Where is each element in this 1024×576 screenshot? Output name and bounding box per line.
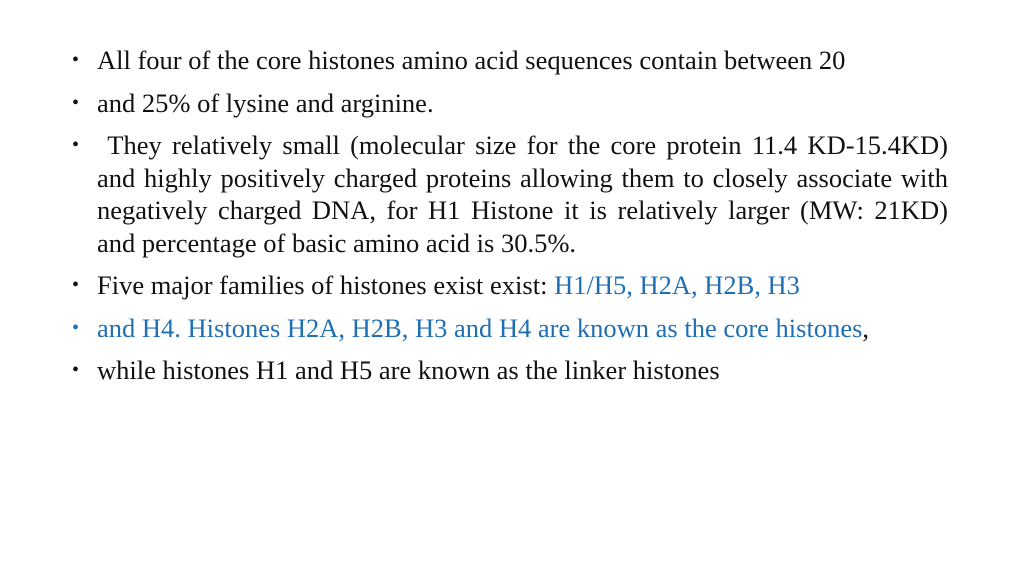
bullet-accent-text: H1/H5, H2A, H2B, H3 bbox=[554, 270, 800, 300]
bullet-item-4 bbox=[72, 269, 948, 302]
bullet-icon: • bbox=[72, 274, 80, 296]
bullet-icon: • bbox=[72, 359, 80, 381]
bullet-item-3 bbox=[72, 129, 955, 259]
bullet-list bbox=[72, 44, 955, 397]
bullet-item-5 bbox=[72, 312, 948, 345]
bullet-text: Five major families of histones exist exist: bbox=[97, 270, 555, 300]
bullet-icon: • bbox=[72, 91, 80, 114]
bullet-text: and 25% of lysine and arginine. bbox=[97, 87, 434, 118]
bullet-accent-text: and H4. Histones H2A, H2B, H3 and H4 are known as the core histones bbox=[97, 312, 863, 343]
bullet-trailing-punct: , bbox=[862, 312, 870, 343]
bullet-item-6 bbox=[72, 354, 948, 387]
bullet-icon: • bbox=[72, 316, 80, 339]
bullet-item-2 bbox=[72, 87, 948, 120]
bullet-text: All four of the core histones amino acid sequences contain between 20 bbox=[97, 45, 846, 75]
bullet-text: They relatively small (molecular size for the core protein 11.4 KD-15.4KD) and highly positively charged proteins allowing them to closely associate with negatively charged DNA, for H1 Histone it is relatively larger (MW: 21KD) and percentage of basic amino acid is 30.5%. bbox=[97, 130, 955, 258]
bullet-item-1 bbox=[72, 44, 948, 77]
bullet-icon: • bbox=[72, 134, 80, 156]
bullet-text: while histones H1 and H5 are known as the linker histones bbox=[97, 355, 720, 385]
bullet-icon: • bbox=[72, 49, 80, 71]
